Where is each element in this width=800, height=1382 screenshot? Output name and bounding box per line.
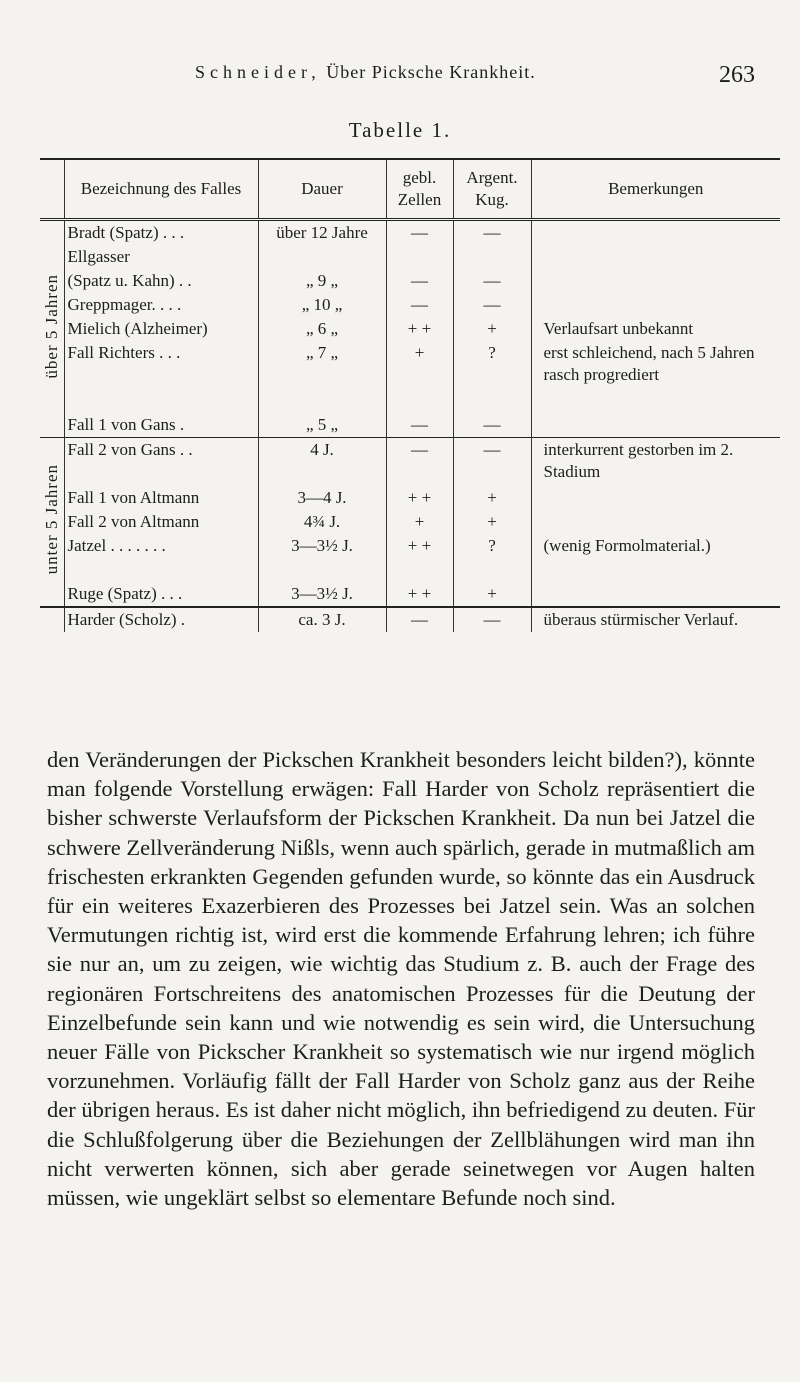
- kug-cell: —: [453, 269, 531, 293]
- column-header: Bezeichnung des Falles: [64, 159, 258, 220]
- zellen-cell: —: [386, 438, 453, 463]
- body-paragraph: den Veränderungen der Pickschen Krankheit besonders leicht bilden?), könnte man folgende Vorstellung erwägen: Fall Harder von Scholz repräsentiert die bisher schwerste Verlaufsform der Pickschen Krankheit. Da nun bei Jatzel die schwere Zellveränderung Nißls, wenn auch spärlich, gerade in mutmaßlich am frischesten erkrankten Gegenden gefunden wurde, so könnte das ein Ausdruck für ein weiteres Exazerbieren des Prozesses bei Jatzel sein. Was an solchen Vermutungen richtig ist, wird erst die kommende Erfahrung lehren; ich führe sie nur an, um zu zeigen, wie wichtig das Studium z. B. auch der Frage des regionären Fortschreitens des anatomischen Prozesses für die Deutung der Einzelbefunde sein kann und wie notwendig es sein wird, die Untersuchung neuer Fälle von Pickscher Krankheit so systematisch wie nur irgend möglich vorzunehmen. Vorläufig fällt der Fall Harder von Scholz ganz aus der Reihe der übrigen heraus. Es ist daher nicht möglich, ihn befriedigend zu deuten. Für die Schlußfolgerung über die Beziehungen der Zellblähungen wird man ihn nicht verwerten können, sich aber gerade seinetwegen vor Augen halten müssen, wie ungeklärt selbst so elementare Befunde noch sind.: [47, 747, 755, 1211]
- kug-cell: [453, 245, 531, 269]
- case-name: Greppmager. . . .: [64, 293, 258, 317]
- running-head-title: Über Picksche Krankheit.: [326, 62, 536, 82]
- zellen-cell: +: [386, 341, 453, 365]
- body-text: [47, 745, 755, 1212]
- case-name: Harder (Scholz) .: [64, 607, 258, 632]
- header-group-spacer: [40, 159, 64, 220]
- group-label: [40, 607, 64, 632]
- case-name: Mielich (Alzheimer): [64, 317, 258, 341]
- case-name: (Spatz u. Kahn) . .: [64, 269, 258, 293]
- case-name: Bradt (Spatz) . . .: [64, 220, 258, 246]
- zellen-cell: —: [386, 269, 453, 293]
- duration-cell: „ 10 „: [258, 293, 386, 317]
- remarks-cell: [531, 413, 780, 438]
- group-label: [40, 220, 64, 438]
- column-header: gebl. Zellen: [386, 159, 453, 220]
- zellen-cell: —: [386, 413, 453, 438]
- remarks-cell: interkurrent gestorben im 2. Stadium: [531, 438, 780, 487]
- zellen-cell: [386, 245, 453, 269]
- case-name: Ellgasser: [64, 245, 258, 269]
- duration-cell: 3—4 J.: [258, 486, 386, 510]
- duration-cell: „ 6 „: [258, 317, 386, 341]
- duration-cell: 3—3½ J.: [258, 582, 386, 607]
- table-row: [40, 534, 780, 558]
- column-header: Bemerkungen: [531, 159, 780, 220]
- duration-cell: „ 5 „: [258, 413, 386, 438]
- table-row: [40, 293, 780, 317]
- kug-cell: +: [453, 510, 531, 534]
- table-row: [40, 220, 780, 246]
- duration-cell: „ 9 „: [258, 269, 386, 293]
- kug-cell: —: [453, 438, 531, 463]
- case-name: Fall 1 von Altmann: [64, 486, 258, 510]
- duration-cell: „ 7 „: [258, 341, 386, 365]
- remarks-cell: [531, 510, 780, 534]
- remarks-cell: (wenig Formolmaterial.): [531, 534, 780, 582]
- case-name: Fall 2 von Gans . .: [64, 438, 258, 463]
- case-name: Ruge (Spatz) . . .: [64, 582, 258, 607]
- duration-cell: 3—3½ J.: [258, 534, 386, 558]
- zellen-cell: —: [386, 220, 453, 246]
- kug-cell: —: [453, 607, 531, 632]
- kug-cell: —: [453, 293, 531, 317]
- table-row: [40, 317, 780, 341]
- case-name: Fall 2 von Altmann: [64, 510, 258, 534]
- remarks-cell: [531, 582, 780, 607]
- zellen-cell: + +: [386, 534, 453, 558]
- remarks-cell: [531, 220, 780, 246]
- duration-cell: 4 J.: [258, 438, 386, 463]
- zellen-cell: —: [386, 607, 453, 632]
- remarks-cell: überaus stürmischer Verlauf.: [531, 607, 780, 632]
- zellen-cell: +: [386, 510, 453, 534]
- table-row: [40, 607, 780, 632]
- column-header: Argent. Kug.: [453, 159, 531, 220]
- duration-cell: 4¾ J.: [258, 510, 386, 534]
- zellen-cell: + +: [386, 486, 453, 510]
- kug-cell: +: [453, 317, 531, 341]
- case-name: Fall Richters . . .: [64, 341, 258, 365]
- remarks-cell: [531, 486, 780, 510]
- table-row: [40, 438, 780, 463]
- table-title: Tabelle 1.: [348, 118, 452, 142]
- group-label-text: über 5 Jahren: [41, 273, 61, 379]
- table-header-row: [40, 159, 780, 220]
- data-table: [40, 158, 780, 632]
- table-row: [40, 413, 780, 438]
- table-row: [40, 341, 780, 365]
- remarks-cell: [531, 293, 780, 317]
- table-row: [40, 486, 780, 510]
- remarks-cell: Verlaufsart unbekannt: [531, 317, 780, 341]
- case-name: Jatzel . . . . . . .: [64, 534, 258, 558]
- page-number: 263: [719, 62, 755, 88]
- remarks-cell: erst schleichend, nach 5 Jahren rasch progrediert: [531, 341, 780, 413]
- remarks-cell: [531, 245, 780, 269]
- zellen-cell: + +: [386, 582, 453, 607]
- kug-cell: +: [453, 486, 531, 510]
- table-row: [40, 510, 780, 534]
- running-head-author: Schneider,: [195, 62, 321, 82]
- duration-cell: ca. 3 J.: [258, 607, 386, 632]
- kug-cell: ?: [453, 534, 531, 558]
- group-label: [40, 438, 64, 608]
- zellen-cell: —: [386, 293, 453, 317]
- zellen-cell: + +: [386, 317, 453, 341]
- remarks-cell: [531, 269, 780, 293]
- table-row: [40, 245, 780, 269]
- running-head: [195, 62, 735, 83]
- table-row: [40, 269, 780, 293]
- kug-cell: —: [453, 220, 531, 246]
- kug-cell: —: [453, 413, 531, 438]
- column-header: Dauer: [258, 159, 386, 220]
- duration-cell: über 12 Jahre: [258, 220, 386, 246]
- group-label-text: unter 5 Jahren: [41, 463, 61, 575]
- case-name: Fall 1 von Gans .: [64, 413, 258, 438]
- table-row: [40, 582, 780, 607]
- kug-cell: ?: [453, 341, 531, 365]
- duration-cell: [258, 245, 386, 269]
- kug-cell: +: [453, 582, 531, 607]
